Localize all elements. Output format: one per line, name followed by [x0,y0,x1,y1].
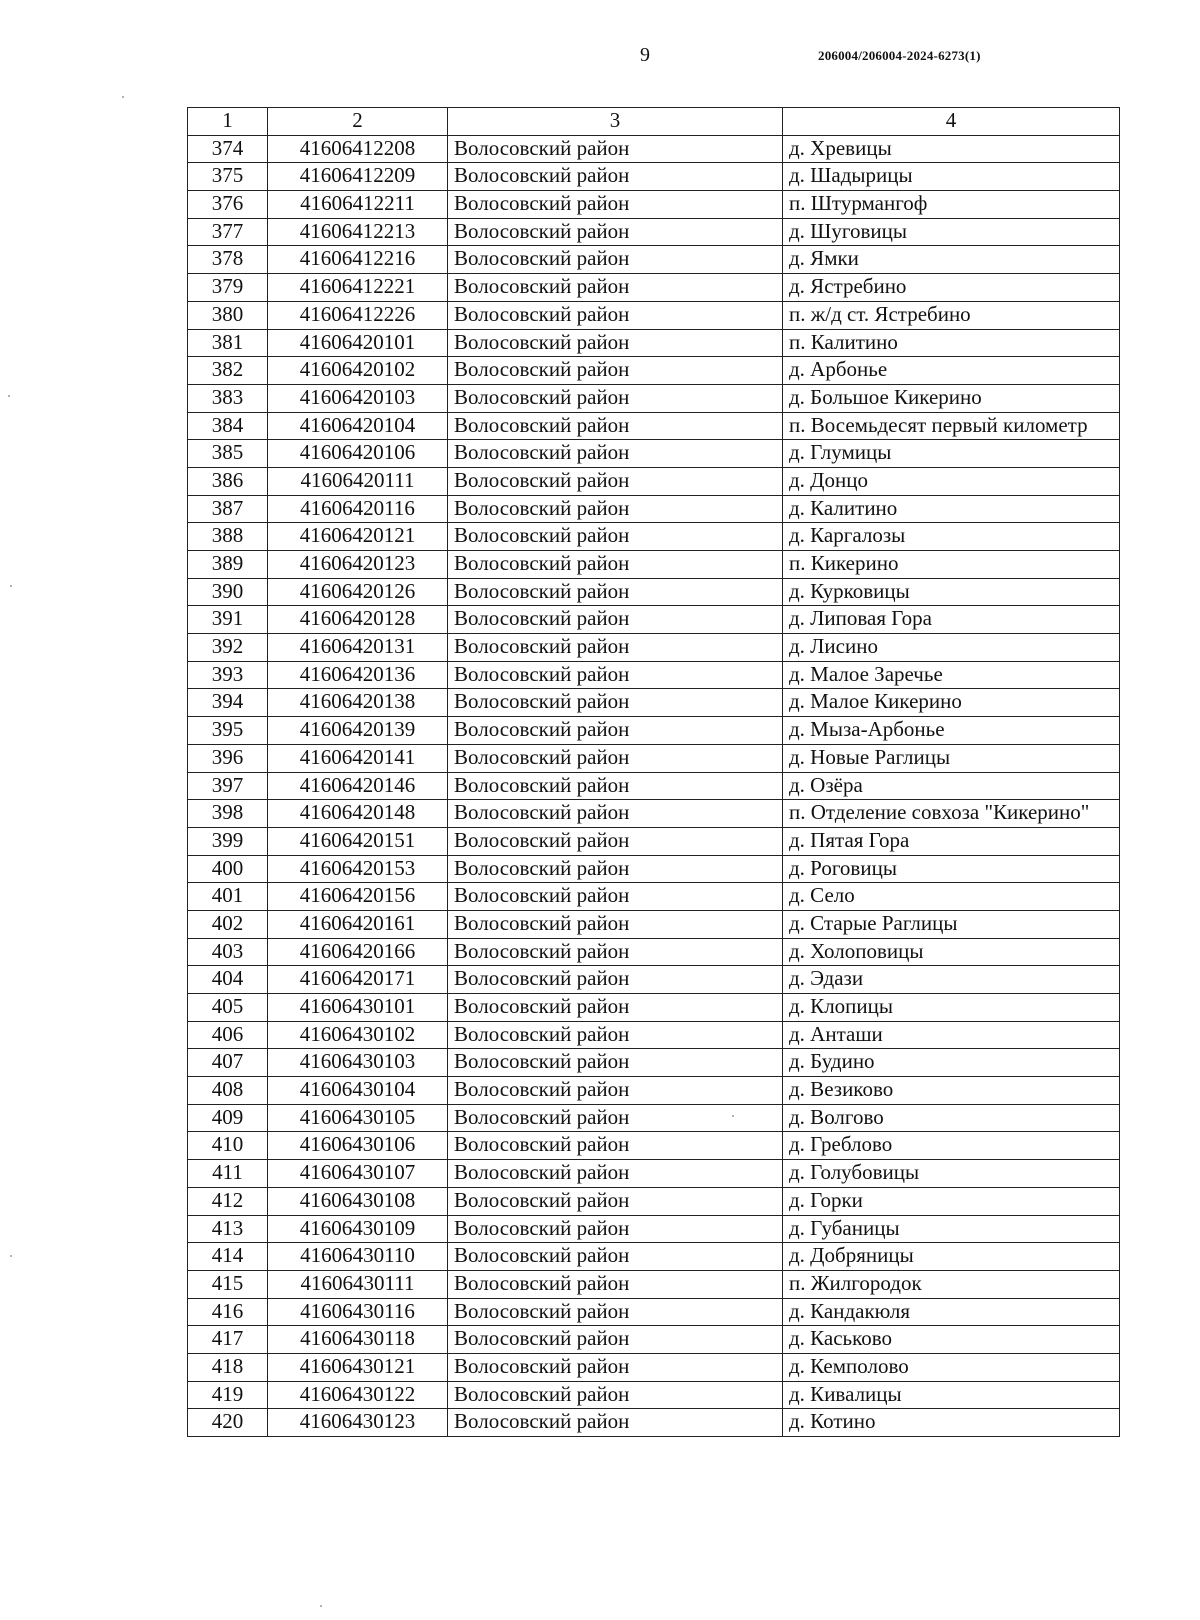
oktmo-code-cell: 41606420123 [268,551,448,579]
oktmo-code-cell: 41606430108 [268,1187,448,1215]
oktmo-code-cell: 41606430116 [268,1298,448,1326]
table-row [188,440,1120,468]
oktmo-code-cell: 41606420153 [268,855,448,883]
settlement-cell: д. Добряницы [783,1243,1120,1271]
oktmo-code-cell: 41606430111 [268,1270,448,1298]
table-row [188,938,1120,966]
row-number-cell: 418 [188,1353,268,1381]
oktmo-code-cell: 41606420128 [268,606,448,634]
table-row [188,772,1120,800]
table-row [188,1187,1120,1215]
oktmo-code-cell: 41606420103 [268,384,448,412]
settlement-cell: д. Ястребино [783,274,1120,302]
district-cell: Волосовский район [448,883,783,911]
table-row [188,357,1120,385]
table-row [188,1160,1120,1188]
oktmo-code-cell: 41606420138 [268,689,448,717]
oktmo-code-cell: 41606420106 [268,440,448,468]
oktmo-code-cell: 41606420102 [268,357,448,385]
district-cell: Волосовский район [448,827,783,855]
table-row [188,855,1120,883]
row-number-cell: 381 [188,329,268,357]
oktmo-code-cell: 41606430107 [268,1160,448,1188]
column-header: 4 [783,108,1120,136]
row-number-cell: 405 [188,994,268,1022]
row-number-cell: 411 [188,1160,268,1188]
district-cell: Волосовский район [448,994,783,1022]
scan-speck [10,585,12,587]
row-number-cell: 416 [188,1298,268,1326]
row-number-cell: 395 [188,717,268,745]
table-row [188,661,1120,689]
settlement-cell: д. Анташи [783,1021,1120,1049]
settlement-cell: д. Везиково [783,1077,1120,1105]
district-cell: Волосовский район [448,384,783,412]
row-number-cell: 374 [188,135,268,163]
table-row [188,606,1120,634]
settlement-cell: д. Арбонье [783,357,1120,385]
table-row [188,135,1120,163]
district-cell: Волосовский район [448,1270,783,1298]
row-number-cell: 391 [188,606,268,634]
oktmo-code-cell: 41606412213 [268,218,448,246]
table-row [188,578,1120,606]
row-number-cell: 415 [188,1270,268,1298]
table-row [188,717,1120,745]
table-row [188,1132,1120,1160]
district-cell: Волосовский район [448,329,783,357]
settlement-cell: п. Кикерино [783,551,1120,579]
district-cell: Волосовский район [448,717,783,745]
row-number-cell: 417 [188,1326,268,1354]
district-cell: Волосовский район [448,1049,783,1077]
settlement-cell: д. Липовая Гора [783,606,1120,634]
oktmo-code-cell: 41606420139 [268,717,448,745]
district-cell: Волосовский район [448,800,783,828]
district-cell: Волосовский район [448,1298,783,1326]
settlement-cell: д. Кандакюля [783,1298,1120,1326]
oktmo-code-cell: 41606420126 [268,578,448,606]
district-cell: Волосовский район [448,744,783,772]
settlement-cell: п. ж/д ст. Ястребино [783,301,1120,329]
oktmo-code-cell: 41606420148 [268,800,448,828]
settlement-cell: д. Лисино [783,634,1120,662]
page-number: 9 [640,44,650,66]
settlement-cell: п. Калитино [783,329,1120,357]
table-row [188,163,1120,191]
oktmo-code-cell: 41606430118 [268,1326,448,1354]
settlement-cell: д. Голубовицы [783,1160,1120,1188]
settlement-cell: д. Старые Раглицы [783,910,1120,938]
row-number-cell: 408 [188,1077,268,1105]
row-number-cell: 390 [188,578,268,606]
table-row [188,495,1120,523]
table-row [188,1353,1120,1381]
oktmo-code-cell: 41606430106 [268,1132,448,1160]
district-cell: Волосовский район [448,218,783,246]
district-cell: Волосовский район [448,938,783,966]
district-cell: Волосовский район [448,689,783,717]
oktmo-code-cell: 41606420166 [268,938,448,966]
district-cell: Волосовский район [448,274,783,302]
row-number-cell: 394 [188,689,268,717]
row-number-cell: 397 [188,772,268,800]
row-number-cell: 412 [188,1187,268,1215]
column-header: 2 [268,108,448,136]
settlement-cell: д. Хревицы [783,135,1120,163]
settlement-cell: д. Холоповицы [783,938,1120,966]
settlement-cell: д. Село [783,883,1120,911]
settlement-cell: д. Роговицы [783,855,1120,883]
settlement-cell: д. Мыза-Арбонье [783,717,1120,745]
oktmo-code-cell: 41606420111 [268,467,448,495]
settlement-cell: д. Волгово [783,1104,1120,1132]
table-row [188,744,1120,772]
settlement-cell: д. Каргалозы [783,523,1120,551]
settlement-cell: д. Клопицы [783,994,1120,1022]
row-number-cell: 413 [188,1215,268,1243]
oktmo-code-cell: 41606430121 [268,1353,448,1381]
row-number-cell: 383 [188,384,268,412]
table-row [188,218,1120,246]
oktmo-code-cell: 41606420171 [268,966,448,994]
settlement-cell: д. Котино [783,1409,1120,1437]
oktmo-code-cell: 41606430101 [268,994,448,1022]
row-number-cell: 387 [188,495,268,523]
table-row [188,1326,1120,1354]
district-cell: Волосовский район [448,1021,783,1049]
district-cell: Волосовский район [448,855,783,883]
oktmo-code-cell: 41606420116 [268,495,448,523]
district-cell: Волосовский район [448,910,783,938]
table-row [188,634,1120,662]
oktmo-code-cell: 41606412216 [268,246,448,274]
settlement-cell: д. Шадырицы [783,163,1120,191]
row-number-cell: 392 [188,634,268,662]
district-cell: Волосовский район [448,467,783,495]
settlement-cell: д. Малое Заречье [783,661,1120,689]
district-cell: Волосовский район [448,606,783,634]
district-cell: Волосовский район [448,1160,783,1188]
district-cell: Волосовский район [448,1353,783,1381]
row-number-cell: 382 [188,357,268,385]
settlement-cell: д. Будино [783,1049,1120,1077]
oktmo-code-cell: 41606430110 [268,1243,448,1271]
district-cell: Волосовский район [448,412,783,440]
settlement-cell: д. Эдази [783,966,1120,994]
table-row [188,910,1120,938]
scan-speck [122,96,124,98]
table-row [188,1049,1120,1077]
row-number-cell: 407 [188,1049,268,1077]
district-cell: Волосовский район [448,357,783,385]
district-cell: Волосовский район [448,191,783,219]
table-row [188,467,1120,495]
table-row [188,1021,1120,1049]
table-row [188,329,1120,357]
table-row [188,274,1120,302]
settlement-cell: д. Новые Раглицы [783,744,1120,772]
oktmo-code-cell: 41606420146 [268,772,448,800]
row-number-cell: 398 [188,800,268,828]
row-number-cell: 414 [188,1243,268,1271]
oktmo-code-cell: 41606420131 [268,634,448,662]
table-row [188,689,1120,717]
oktmo-code-cell: 41606430103 [268,1049,448,1077]
column-header: 3 [448,108,783,136]
row-number-cell: 377 [188,218,268,246]
row-number-cell: 409 [188,1104,268,1132]
oktmo-code-cell: 41606420161 [268,910,448,938]
scan-speck [320,1605,322,1607]
row-number-cell: 420 [188,1409,268,1437]
table-row [188,994,1120,1022]
row-number-cell: 384 [188,412,268,440]
district-cell: Волосовский район [448,440,783,468]
district-cell: Волосовский район [448,163,783,191]
district-cell: Волосовский район [448,523,783,551]
oktmo-code-cell: 41606412208 [268,135,448,163]
district-cell: Волосовский район [448,1104,783,1132]
district-cell: Волосовский район [448,1326,783,1354]
district-cell: Волосовский район [448,661,783,689]
settlement-cell: п. Восемьдесят первый километр [783,412,1120,440]
district-cell: Волосовский район [448,966,783,994]
table-header-row [188,108,1120,136]
district-cell: Волосовский район [448,634,783,662]
table-row [188,1215,1120,1243]
row-number-cell: 393 [188,661,268,689]
oktmo-code-cell: 41606420141 [268,744,448,772]
row-number-cell: 378 [188,246,268,274]
oktmo-code-cell: 41606430104 [268,1077,448,1105]
oktmo-code-cell: 41606412211 [268,191,448,219]
table-row [188,191,1120,219]
district-cell: Волосовский район [448,1409,783,1437]
table-row [188,827,1120,855]
table-row [188,800,1120,828]
settlement-cell: д. Малое Кикерино [783,689,1120,717]
row-number-cell: 403 [188,938,268,966]
oktmo-code-cell: 41606412226 [268,301,448,329]
row-number-cell: 385 [188,440,268,468]
district-cell: Волосовский район [448,551,783,579]
row-number-cell: 406 [188,1021,268,1049]
district-cell: Волосовский район [448,772,783,800]
table-body [188,135,1120,1436]
district-cell: Волосовский район [448,578,783,606]
row-number-cell: 399 [188,827,268,855]
oktmo-code-cell: 41606420104 [268,412,448,440]
district-cell: Волосовский район [448,1132,783,1160]
oktmo-code-cell: 41606420151 [268,827,448,855]
district-cell: Волосовский район [448,1215,783,1243]
row-number-cell: 404 [188,966,268,994]
settlement-cell: д. Губаницы [783,1215,1120,1243]
table-row [188,1409,1120,1437]
row-number-cell: 400 [188,855,268,883]
table-row [188,1381,1120,1409]
document-id: 206004/206004-2024-6273(1) [818,48,981,63]
settlement-cell: д. Шуговицы [783,218,1120,246]
table-row [188,523,1120,551]
row-number-cell: 419 [188,1381,268,1409]
table-row [188,1104,1120,1132]
row-number-cell: 386 [188,467,268,495]
settlement-cell: д. Греблово [783,1132,1120,1160]
oktmo-code-cell: 41606430109 [268,1215,448,1243]
table-row [188,1298,1120,1326]
settlement-cell: д. Ямки [783,246,1120,274]
district-cell: Волосовский район [448,135,783,163]
table-row [188,301,1120,329]
settlement-cell: д. Курковицы [783,578,1120,606]
settlement-cell: д. Глумицы [783,440,1120,468]
oktmo-code-cell: 41606430102 [268,1021,448,1049]
settlement-cell: д. Озёра [783,772,1120,800]
table-row [188,1077,1120,1105]
district-cell: Волосовский район [448,1381,783,1409]
scan-speck [8,395,10,397]
oktmo-code-cell: 41606420136 [268,661,448,689]
oktmo-code-cell: 41606412221 [268,274,448,302]
oktmo-code-cell: 41606420101 [268,329,448,357]
settlement-cell: д. Горки [783,1187,1120,1215]
table-row [188,966,1120,994]
row-number-cell: 410 [188,1132,268,1160]
district-cell: Волосовский район [448,495,783,523]
table-row [188,384,1120,412]
oktmo-code-cell: 41606430105 [268,1104,448,1132]
row-number-cell: 376 [188,191,268,219]
settlement-cell: д. Калитино [783,495,1120,523]
table-row [188,246,1120,274]
row-number-cell: 402 [188,910,268,938]
scan-speck [10,1255,12,1257]
table-row [188,883,1120,911]
table-row [188,1243,1120,1271]
oktmo-code-cell: 41606430122 [268,1381,448,1409]
settlement-cell: д. Пятая Гора [783,827,1120,855]
registry-table [187,107,1120,1437]
row-number-cell: 380 [188,301,268,329]
row-number-cell: 375 [188,163,268,191]
row-number-cell: 389 [188,551,268,579]
row-number-cell: 388 [188,523,268,551]
district-cell: Волосовский район [448,1187,783,1215]
oktmo-code-cell: 41606420156 [268,883,448,911]
table-row [188,412,1120,440]
settlement-cell: д. Большое Кикерино [783,384,1120,412]
settlement-cell: п. Штурмангоф [783,191,1120,219]
district-cell: Волосовский район [448,1243,783,1271]
settlement-cell: п. Жилгородок [783,1270,1120,1298]
oktmo-code-cell: 41606412209 [268,163,448,191]
district-cell: Волосовский район [448,1077,783,1105]
settlement-cell: п. Отделение совхоза "Кикерино" [783,800,1120,828]
settlement-cell: д. Донцо [783,467,1120,495]
oktmo-code-cell: 41606430123 [268,1409,448,1437]
settlement-cell: д. Каськово [783,1326,1120,1354]
table-row [188,551,1120,579]
district-cell: Волосовский район [448,301,783,329]
row-number-cell: 379 [188,274,268,302]
oktmo-code-cell: 41606420121 [268,523,448,551]
row-number-cell: 396 [188,744,268,772]
row-number-cell: 401 [188,883,268,911]
table-row [188,1270,1120,1298]
settlement-cell: д. Кивалицы [783,1381,1120,1409]
district-cell: Волосовский район [448,246,783,274]
column-header: 1 [188,108,268,136]
settlement-cell: д. Кемполово [783,1353,1120,1381]
